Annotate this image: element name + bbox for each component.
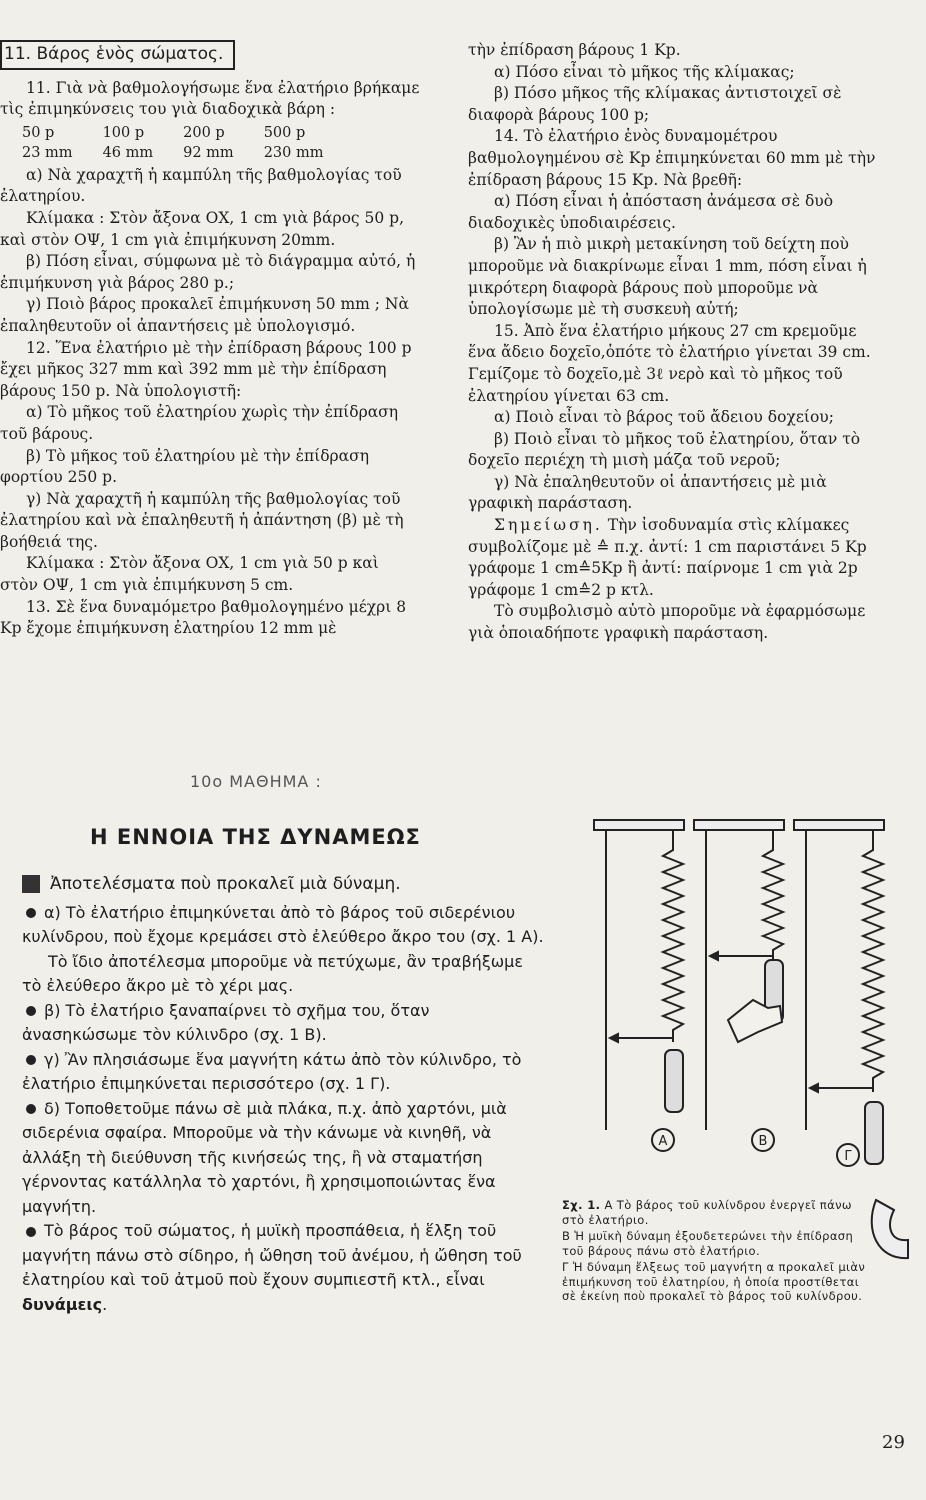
bullet-icon bbox=[26, 1006, 36, 1016]
note bbox=[468, 515, 880, 601]
spring-a-icon bbox=[663, 830, 683, 1042]
exercise-15c: γ) Νὰ ἐπαληθευτοῦν οἱ ἀπαντήσεις μὲ μιὰ γραφικὴ παράσταση. bbox=[468, 472, 827, 513]
bullet-icon bbox=[26, 1227, 36, 1237]
bullet-icon bbox=[26, 1055, 36, 1065]
figure-label-c: Γ bbox=[844, 1149, 852, 1164]
item-a bbox=[22, 901, 547, 950]
square-bullet-icon bbox=[22, 875, 40, 893]
note-end: Τὸ συμβολισμὸ αὐτὸ μποροῦμε νὰ ἐφαρμόσωμε γιὰ ὁποιαδήποτε γραφικὴ παράσταση. bbox=[468, 602, 866, 643]
exercise-14a: α) Πόση εἶναι ἡ ἀπόσταση ἀνάμεσα σὲ δυὸ διαδοχικὲς ὑποδιαιρέσεις. bbox=[468, 192, 834, 232]
caption-3: Γ Ἡ δύναμη ἕλξεως τοῦ μαγνήτη α προκαλεῖ μιὰν ἐπιμήκυνση τοῦ ἐλατηρίου, ἡ ὁποία προστίθεται σὲ ἐκείνη ποὺ προκαλεῖ τὸ βάρος τοῦ κυλίνδρου. bbox=[562, 1260, 866, 1303]
length-cell: 230 mm bbox=[263, 144, 324, 161]
item-b bbox=[22, 999, 547, 1048]
left-column bbox=[0, 40, 420, 640]
length-cell: 23 mm bbox=[22, 144, 73, 161]
exercise-13b: β) Πόσο μῆκος τῆς κλίμακας ἀντιστοιχεῖ σὲ διαφορὰ βάρους 100 p; bbox=[468, 84, 842, 124]
spring-figure bbox=[588, 810, 888, 1190]
exercise-11b: β) Πόση εἶναι, σύμφωνα μὲ τὸ διάγραμμα αὐτό, ἡ ἐπιμήκυνση γιὰ βάρος 280 p.; bbox=[0, 252, 416, 292]
length-cell: 92 mm bbox=[183, 144, 234, 161]
item-e bbox=[22, 1219, 547, 1317]
weight-cell: 200 p bbox=[183, 124, 225, 141]
item-a-text: α) Τὸ ἐλατήριο ἐπιμηκύνεται ἀπὸ τὸ βάρος τοῦ σιδερένιου κυλίνδρου, ποὺ ἔχομε κρεμάσει στὸ ἐλεύθερο ἄκρο του (σχ. 1 Α). bbox=[22, 902, 544, 946]
item-e-end: . bbox=[102, 1294, 108, 1314]
section-title: 11. Βάρος ἑνὸς σώματος. bbox=[0, 40, 235, 70]
caption-2: Β Ἡ μυϊκὴ δύναμη ἐξουδετερώνει τὴν ἐπίδραση τοῦ βάρους πάνω στὸ ἐλατήριο. bbox=[562, 1229, 854, 1258]
exercise-12a: α) Τὸ μῆκος τοῦ ἐλατηρίου χωρὶς τὴν ἐπίδραση τοῦ βάρους. bbox=[0, 403, 399, 443]
exercise-13: 13. Σὲ ἕνα δυναμόμετρο βαθμολογημένο μέχρι 8 Kp ἔχομε ἐπιμήκυνση ἐλατηρίου 12 mm μὲ bbox=[0, 597, 407, 638]
right-column bbox=[468, 40, 880, 645]
exercise-12-scale: Κλίμακα : Στὸν ἄξονα ΟΧ, 1 cm γιὰ 50 p καὶ στὸν ΟΨ, 1 cm γιὰ ἐπιμήκυνση 5 cm. bbox=[0, 554, 379, 595]
figure-label-a: Α bbox=[658, 1134, 668, 1149]
exercise-12b: β) Τὸ μῆκος τοῦ ἐλατηρίου μὲ τὴν ἐπίδραση φορτίου 250 p. bbox=[0, 446, 370, 487]
exercise-15b: β) Ποιὸ εἶναι τὸ μῆκος τοῦ ἐλατηρίου, ὅταν τὸ δοχεῖο περιέχη τὴ μισὴ μάζα τοῦ νεροῦ; bbox=[468, 429, 861, 470]
item-d-text: δ) Τοποθετοῦμε πάνω σὲ μιὰ πλάκα, π.χ. ἀπὸ χαρτόνι, μιὰ σιδερένια σφαίρα. Μποροῦμε νὰ τὴν κάνωμε νὰ κινηθῆ, νὰ ἀλλάξη τὴ διεύθυνση τῆς κινήσεώς της, ἢ νὰ σταματήση γέρνοντας κατάλληλα τὸ χαρτόνι, ἢ χρησιμοποιώντας ἕνα μαγνήτη. bbox=[22, 1098, 507, 1216]
lower-heading bbox=[22, 872, 547, 897]
figure-caption bbox=[562, 1198, 872, 1306]
exercise-12c: γ) Νὰ χαραχτῆ ἡ καμπύλη τῆς βαθμολογίας τοῦ ἐλατηρίου καὶ νὰ ἐπαληθευτῆ ἡ ἀπάντηση (β) μὲ τὴ βοήθειά της. bbox=[0, 489, 404, 551]
exercise-11a: α) Νὰ χαραχτῆ ἡ καμπύλη τῆς βαθμολογίας τοῦ ἐλατηρίου. bbox=[0, 165, 402, 206]
weight-cell: 500 p bbox=[263, 124, 306, 141]
exercise-15a: α) Ποιὸ εἶναι τὸ βάρος τοῦ ἄδειου δοχείου; bbox=[494, 408, 834, 427]
bullet-icon bbox=[26, 1104, 36, 1114]
caption-1 bbox=[562, 1198, 872, 1227]
exercise-12: 12. Ἕνα ἐλατήριο μὲ τὴν ἐπίδραση βάρους 100 p ἔχει μῆκος 327 mm καὶ 392 mm μὲ τὴν ἐπίδραση βάρους 150 p. Νὰ ὑπολογιστῆ: bbox=[0, 338, 412, 400]
exercise-11c: γ) Ποιὸ βάρος προκαλεῖ ἐπιμήκυνση 50 mm ; Νὰ ἐπαληθευτοῦν οἱ ἀπαντήσεις μὲ ὑπολογισμό. bbox=[0, 295, 409, 335]
cylinder-a-icon bbox=[665, 1050, 683, 1112]
support-bar-c bbox=[794, 820, 884, 830]
note-text: Τὴν ἰσοδυναμία στὶς κλίμακες συμβολίζομε μὲ ≙ π.χ. ἀντί: 1 cm παριστάνει 5 Kp γράφομε 1 cm≙5Kp ἢ ἀντί: παίρνομε 1 cm γιὰ 2p γράφομε 1 cm≙2 p κτλ. bbox=[468, 516, 867, 599]
figure-label-b: Β bbox=[758, 1134, 768, 1149]
length-cell: 46 mm bbox=[102, 144, 154, 161]
hand-icon bbox=[728, 1000, 782, 1042]
lesson-label: 10ο ΜΑΘΗΜΑ : bbox=[190, 772, 322, 791]
caption-1-text: Α Τὸ βάρος τοῦ κυλίνδρου ἐνεργεῖ πάνω στὸ ἐλατήριο. bbox=[562, 1198, 852, 1227]
spring-b-icon bbox=[763, 830, 783, 960]
item-d bbox=[22, 1097, 547, 1220]
exercise-14: 14. Τὸ ἐλατήριο ἑνὸς δυναμομέτρου βαθμολογημένου σὲ Kp ἐπιμηκύνεται 60 mm μὲ τὴν ἐπίδραση βάρους 15 Kp. Νὰ βρεθῆ: bbox=[468, 127, 876, 189]
support-bar-a bbox=[594, 820, 684, 830]
exercise-11-scale: Κλίμακα : Στὸν ἄξονα ΟΧ, 1 cm γιὰ βάρος 50 p, καὶ στὸν ΟΨ, 1 cm γιὰ ἐπιμήκυνση 20mm. bbox=[0, 208, 405, 249]
lower-heading-text: Ἀποτελέσματα ποὺ προκαλεῖ μιὰ δύναμη. bbox=[50, 874, 401, 894]
exercise-15: 15. Ἀπὸ ἕνα ἐλατήριο μήκους 27 cm κρεμοῦμε ἕνα ἄδειο δοχεῖο,ὁπότε τὸ ἐλατήριο γίνεται 39 cm. Γεμίζομε τὸ δοχεῖο,μὲ 3ℓ νερὸ καὶ τὸ μῆκος τοῦ ἐλατηρίου γίνεται 63 cm. bbox=[468, 321, 871, 405]
cylinder-c-icon bbox=[865, 1102, 883, 1164]
weight-cell: 50 p bbox=[22, 124, 55, 141]
item-e-text: Τὸ βάρος τοῦ σώματος, ἡ μυϊκὴ προσπάθεια, ἡ ἕλξη τοῦ μαγνήτη πάνω στὸ σίδηρο, ἡ ὤθηση τοῦ ἀνέμου, ἡ ὤθηση τοῦ ἐλατηρίου καὶ τοῦ ἀτμοῦ ποὺ ἔχουν συμπιεστῆ κτλ., εἶναι bbox=[22, 1221, 522, 1289]
item-e-bold: δυνάμεις bbox=[22, 1294, 103, 1314]
weights-table bbox=[22, 123, 353, 163]
chapter-title: Η ΕΝΝΟΙΑ ΤΗΣ ΔΥΝΑΜΕΩΣ bbox=[90, 825, 421, 849]
item-c-text: γ) Ἂν πλησιάσωμε ἕνα μαγνήτη κάτω ἀπὸ τὸν κύλινδρο, τὸ ἐλατήριο ἐπιμηκύνεται περισσότερο (σχ. 1 Γ). bbox=[22, 1049, 522, 1093]
spring-c-icon bbox=[863, 830, 883, 1092]
exercise-11: 11. Γιὰ νὰ βαθμολογήσωμε ἕνα ἐλατήριο βρήκαμε τὶς ἐπιμηκύνσεις του γιὰ διαδοχικὰ βάρη : bbox=[0, 78, 420, 119]
page-number: 29 bbox=[882, 1432, 905, 1453]
item-b-text: β) Τὸ ἐλατήριο ξαναπαίρνει τὸ σχῆμα του, ὅταν ἀνασηκώσωμε τὸν κύλινδρο (σχ. 1 Β). bbox=[22, 1000, 430, 1044]
support-bar-b bbox=[694, 820, 784, 830]
lengths-row bbox=[22, 143, 353, 163]
weight-cell: 100 p bbox=[102, 124, 145, 141]
item-c bbox=[22, 1048, 547, 1097]
exercise-14b: β) Ἂν ἡ πιὸ μικρὴ μετακίνηση τοῦ δείχτη ποὺ μποροῦμε νὰ διακρίνωμε εἶναι 1 mm, πόση εἶναι ἡ μικρότερη διαφορὰ βάρους ποὺ μποροῦμε νὰ ὑπολογίσωμε μὲ τὴ συσκευὴ αὐτή; bbox=[468, 235, 867, 319]
exercise-13a: α) Πόσο εἶναι τὸ μῆκος τῆς κλίμακας; bbox=[494, 62, 795, 81]
bullet-icon bbox=[26, 908, 36, 918]
magnet-icon bbox=[868, 1190, 926, 1270]
caption-1-label: Σχ. 1. bbox=[562, 1198, 601, 1212]
item-a2: Τὸ ἴδιο ἀποτέλεσμα μποροῦμε νὰ πετύχωμε, ἂν τραβήξωμε τὸ ἐλεύθερο ἄκρο μὲ τὸ χέρι μας. bbox=[22, 951, 523, 995]
lower-section bbox=[22, 872, 547, 1317]
weights-row bbox=[22, 123, 353, 143]
exercise-13-cont: τὴν ἐπίδραση βάρους 1 Kp. bbox=[468, 41, 681, 59]
note-label: Σημείωση. bbox=[494, 516, 603, 535]
